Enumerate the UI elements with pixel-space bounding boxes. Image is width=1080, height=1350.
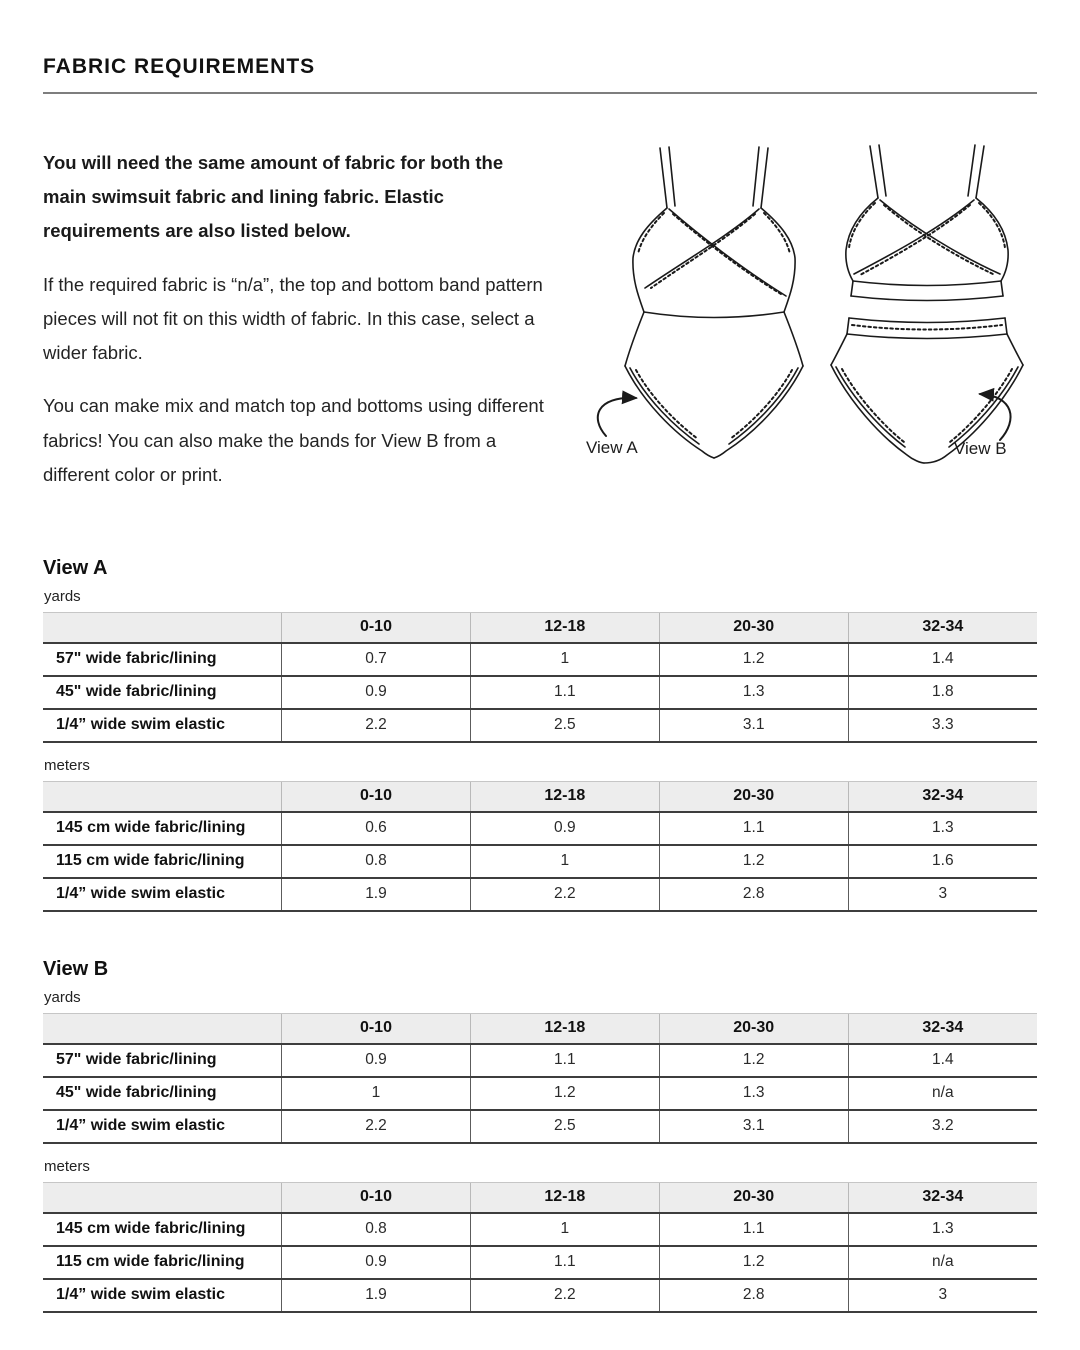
row-label: 1/4” wide swim elastic (43, 878, 282, 911)
value-cell: 1.2 (470, 1077, 659, 1110)
table-row (43, 1213, 1037, 1246)
table-row (43, 1279, 1037, 1312)
value-cell: 1.4 (848, 1044, 1037, 1077)
view-a-yards-table (43, 612, 1037, 743)
table-row (43, 812, 1037, 845)
size-col-header: 0-10 (282, 1013, 471, 1044)
swimsuit-line-art (548, 138, 1037, 478)
value-cell: 3.2 (848, 1110, 1037, 1143)
view-a-drawing (598, 147, 803, 458)
table-row (43, 1110, 1037, 1143)
size-col-header: 12-18 (470, 781, 659, 812)
table-row (43, 878, 1037, 911)
size-col-header: 0-10 (282, 612, 471, 643)
value-cell: 1.1 (470, 1246, 659, 1279)
value-cell: 1.3 (848, 812, 1037, 845)
value-cell: 1.3 (848, 1213, 1037, 1246)
mix-match-paragraph: You can make mix and match top and bottoms using different fabrics! You can also make the bands for View B from a different color or print. (43, 395, 544, 485)
value-cell: 2.2 (470, 1279, 659, 1312)
value-cell: 0.6 (282, 812, 471, 845)
value-cell: 2.5 (470, 709, 659, 742)
table-header-row (43, 612, 1037, 643)
size-col-header: 32-34 (848, 781, 1037, 812)
size-col-header: 12-18 (470, 612, 659, 643)
value-cell: 1.2 (659, 643, 848, 676)
value-cell: 2.8 (659, 878, 848, 911)
size-col-header: 32-34 (848, 1182, 1037, 1213)
table-row (43, 676, 1037, 709)
table-row (43, 643, 1037, 676)
table-row (43, 845, 1037, 878)
size-col-header: 20-30 (659, 612, 848, 643)
view-b-section (43, 958, 1037, 1313)
value-cell: 0.8 (282, 1213, 471, 1246)
table-corner-cell (43, 1182, 282, 1213)
row-label: 115 cm wide fabric/lining (43, 1246, 282, 1279)
size-col-header: 12-18 (470, 1182, 659, 1213)
unit-label-meters: meters (44, 1157, 90, 1175)
row-label: 115 cm wide fabric/lining (43, 845, 282, 878)
table-row (43, 1246, 1037, 1279)
value-cell: 1.2 (659, 1246, 848, 1279)
table-header-row (43, 1013, 1037, 1044)
size-col-header: 20-30 (659, 781, 848, 812)
value-cell: 1.1 (470, 1044, 659, 1077)
value-cell: 1.1 (659, 1213, 848, 1246)
value-cell: 0.7 (282, 643, 471, 676)
value-cell: 2.5 (470, 1110, 659, 1143)
size-col-header: 32-34 (848, 612, 1037, 643)
view-b-label: View B (954, 439, 1007, 458)
value-cell: 2.2 (282, 1110, 471, 1143)
value-cell: 1.3 (659, 676, 848, 709)
value-cell: 0.8 (282, 845, 471, 878)
table-corner-cell (43, 781, 282, 812)
value-cell: 3 (848, 878, 1037, 911)
intro-paragraph-bold: You will need the same amount of fabric for both the main swimsuit fabric and lining fabric. Elastic requirements are also listed below. (43, 152, 504, 242)
value-cell: 2.2 (470, 878, 659, 911)
value-cell: 1.1 (470, 676, 659, 709)
value-cell: 1 (282, 1077, 471, 1110)
view-b-yards-table (43, 1013, 1037, 1144)
view-a-label: View A (586, 438, 638, 457)
table-header-row (43, 1182, 1037, 1213)
view-a-section (43, 557, 1037, 912)
row-label: 1/4” wide swim elastic (43, 1279, 282, 1312)
table-corner-cell (43, 1013, 282, 1044)
value-cell: n/a (848, 1077, 1037, 1110)
table-header-row (43, 781, 1037, 812)
row-label: 145 cm wide fabric/lining (43, 812, 282, 845)
view-a-heading: View A (43, 556, 108, 579)
row-label: 145 cm wide fabric/lining (43, 1213, 282, 1246)
row-label: 1/4” wide swim elastic (43, 1110, 282, 1143)
value-cell: 0.9 (282, 676, 471, 709)
view-b-heading: View B (43, 957, 109, 980)
value-cell: 1.9 (282, 878, 471, 911)
value-cell: 3 (848, 1279, 1037, 1312)
value-cell: 1 (470, 1213, 659, 1246)
table-row (43, 1077, 1037, 1110)
swimsuit-illustrations (548, 138, 1037, 478)
value-cell: 1 (470, 845, 659, 878)
row-label: 1/4” wide swim elastic (43, 709, 282, 742)
size-col-header: 20-30 (659, 1013, 848, 1044)
value-cell: 3.3 (848, 709, 1037, 742)
value-cell: 3.1 (659, 709, 848, 742)
view-b-meters-table (43, 1182, 1037, 1313)
value-cell: 1.1 (659, 812, 848, 845)
unit-label-yards: yards (44, 988, 81, 1006)
table-row (43, 709, 1037, 742)
row-label: 57" wide fabric/lining (43, 1044, 282, 1077)
size-col-header: 0-10 (282, 1182, 471, 1213)
size-col-header: 20-30 (659, 1182, 848, 1213)
intro-text (43, 138, 548, 511)
size-col-header: 32-34 (848, 1013, 1037, 1044)
row-label: 57" wide fabric/lining (43, 643, 282, 676)
value-cell: 3.1 (659, 1110, 848, 1143)
unit-label-yards: yards (44, 587, 81, 605)
value-cell: 1.4 (848, 643, 1037, 676)
value-cell: 0.9 (470, 812, 659, 845)
value-cell: 1.9 (282, 1279, 471, 1312)
intro-row (43, 138, 1037, 511)
value-cell: 2.2 (282, 709, 471, 742)
unit-label-meters: meters (44, 756, 90, 774)
view-b-drawing (831, 145, 1023, 463)
row-label: 45" wide fabric/lining (43, 676, 282, 709)
view-a-arrow (598, 398, 636, 436)
size-col-header: 0-10 (282, 781, 471, 812)
page-title: FABRIC REQUIREMENTS (43, 55, 316, 78)
title-divider (43, 92, 1037, 94)
value-cell: 0.9 (282, 1246, 471, 1279)
value-cell: 1.3 (659, 1077, 848, 1110)
na-note-paragraph: If the required fabric is “n/a”, the top and bottom band pattern pieces will not fit on this width of fabric. In this case, select a wider fabric. (43, 273, 543, 364)
value-cell: 1.6 (848, 845, 1037, 878)
value-cell: 0.9 (282, 1044, 471, 1077)
value-cell: 1.2 (659, 845, 848, 878)
value-cell: 1.8 (848, 676, 1037, 709)
view-a-meters-table (43, 781, 1037, 912)
row-label: 45" wide fabric/lining (43, 1077, 282, 1110)
table-corner-cell (43, 612, 282, 643)
size-col-header: 12-18 (470, 1013, 659, 1044)
value-cell: 2.8 (659, 1279, 848, 1312)
value-cell: 1.2 (659, 1044, 848, 1077)
value-cell: n/a (848, 1246, 1037, 1279)
table-row (43, 1044, 1037, 1077)
value-cell: 1 (470, 643, 659, 676)
